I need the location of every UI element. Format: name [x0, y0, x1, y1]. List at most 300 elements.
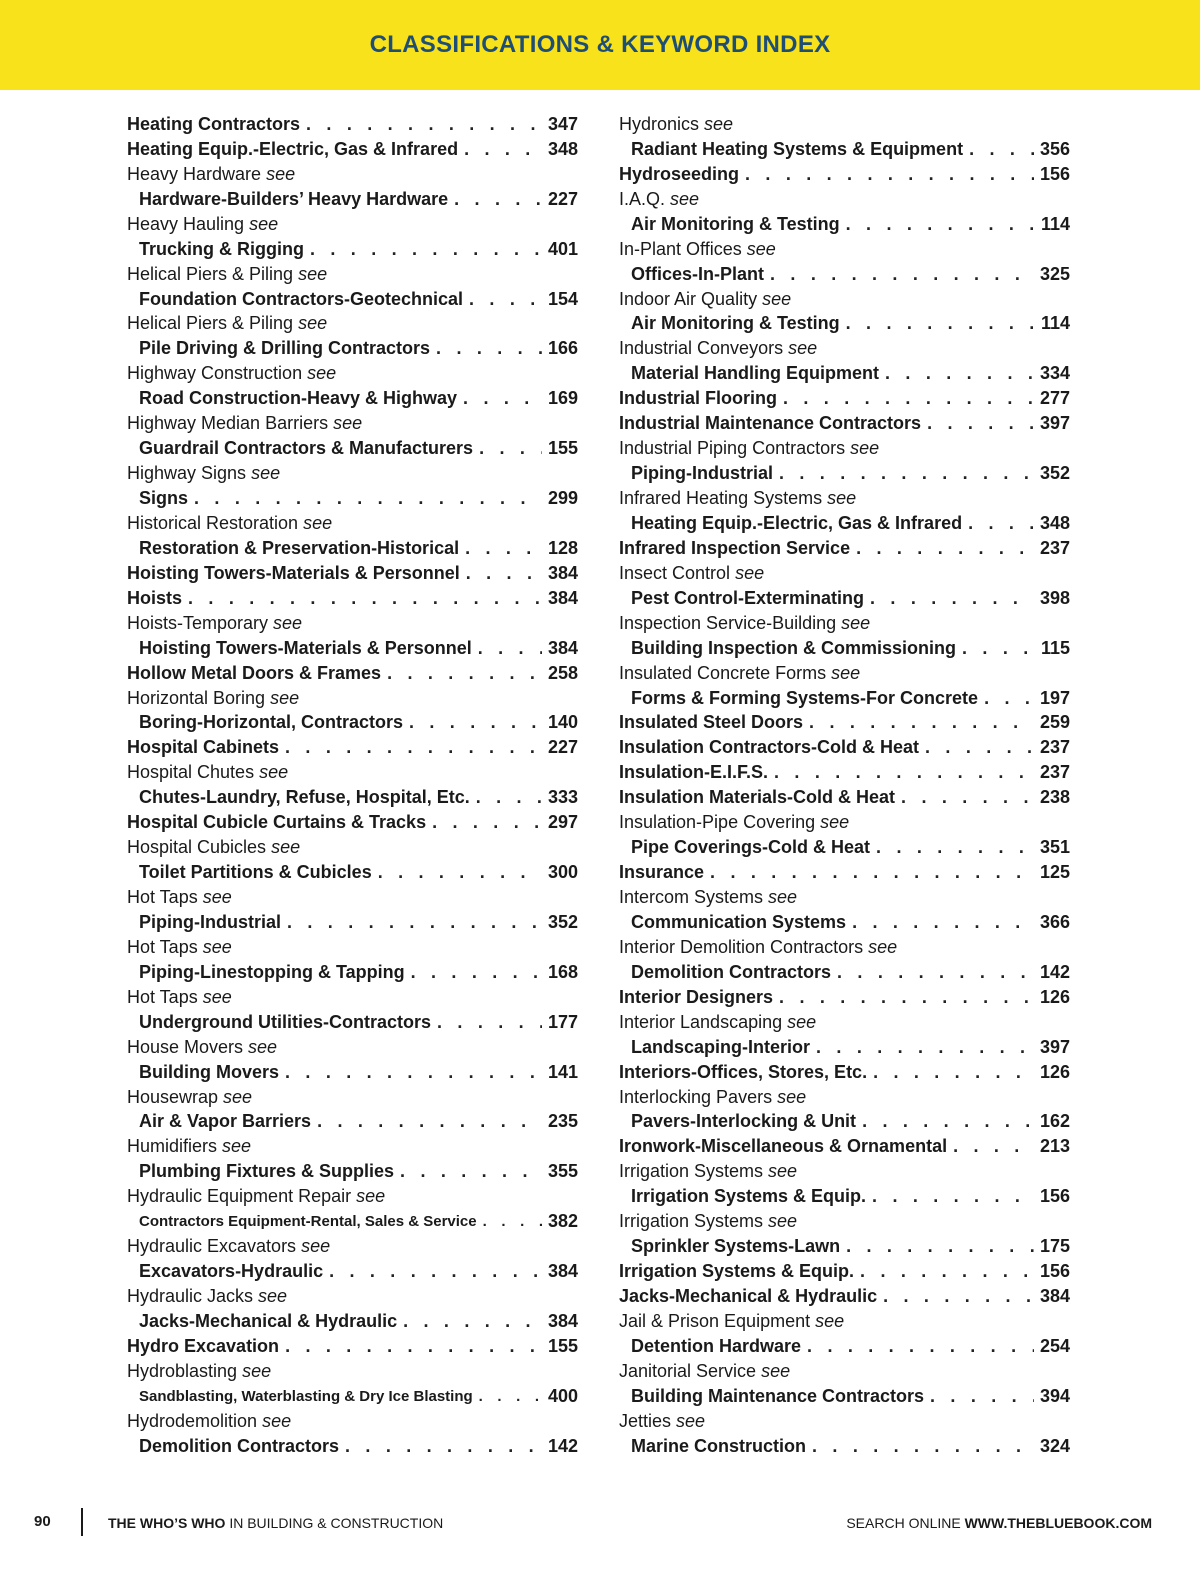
- crossref-term: Highway Construction: [127, 363, 303, 384]
- see-label: see: [271, 837, 301, 858]
- crossref-term: Hydronics: [619, 113, 700, 134]
- index-subentry[interactable]: [127, 187, 578, 212]
- crossref-term: House Movers: [127, 1036, 244, 1057]
- page-title: CLASSIFICATIONS & KEYWORD INDEX: [369, 31, 831, 58]
- index-entry[interactable]: [619, 735, 1070, 760]
- see-label: see: [266, 163, 296, 184]
- index-subentry[interactable]: [127, 287, 578, 312]
- crossref-term: Helical Piers & Piling: [127, 263, 294, 284]
- index-subentry[interactable]: [127, 711, 578, 736]
- see-label: see: [868, 936, 898, 957]
- header-banner: [0, 0, 1200, 90]
- index-crossref: [619, 112, 1070, 137]
- index-entry[interactable]: [619, 386, 1070, 411]
- entry-title: Irrigation Systems & Equip.: [619, 1261, 855, 1282]
- index-subentry[interactable]: [127, 636, 578, 661]
- entry-page-number: 398: [1039, 587, 1070, 608]
- entry-page-number: 401: [547, 238, 578, 259]
- index-crossref: [127, 1134, 578, 1159]
- entry-title: Demolition Contractors: [631, 961, 832, 982]
- entry-title: Infrared Inspection Service: [619, 537, 851, 558]
- crossref-term: Intercom Systems: [619, 887, 764, 908]
- entry-title: Interior Designers: [619, 986, 774, 1007]
- crossref-term: Interlocking Pavers: [619, 1086, 773, 1107]
- entry-title: Guardrail Contractors & Manufacturers: [139, 438, 474, 459]
- entry-title: Hospital Cabinets: [127, 737, 280, 758]
- entry-title: Material Handling Equipment: [631, 363, 880, 384]
- see-label: see: [356, 1186, 386, 1207]
- crossref-term: Hoists-Temporary: [127, 612, 269, 633]
- dot-leader: [876, 837, 1034, 858]
- entry-page-number: 254: [1039, 1335, 1070, 1356]
- entry-page-number: 115: [1040, 637, 1070, 658]
- index-subentry[interactable]: [619, 686, 1070, 711]
- dot-leader: [872, 1186, 1034, 1207]
- index-subentry[interactable]: [127, 1110, 578, 1135]
- entry-page-number: 384: [547, 1310, 578, 1331]
- index-crossref: [127, 511, 578, 536]
- index-subentry[interactable]: [619, 461, 1070, 486]
- index-entry[interactable]: [619, 1060, 1070, 1085]
- dot-leader: [852, 912, 1034, 933]
- entry-title: Sprinkler Systems-Lawn: [631, 1236, 841, 1257]
- footer-divider: [81, 1508, 83, 1536]
- index-entry[interactable]: [619, 411, 1070, 436]
- index-entry[interactable]: [619, 536, 1070, 561]
- dot-leader: [188, 588, 542, 609]
- crossref-term: Hydraulic Jacks: [127, 1286, 254, 1307]
- entry-page-number: 114: [1040, 213, 1070, 234]
- dot-leader: [411, 962, 542, 983]
- crossref-term: Industrial Piping Contractors: [619, 438, 846, 459]
- see-label: see: [746, 238, 776, 259]
- see-label: see: [270, 687, 300, 708]
- crossref-term: Hot Taps: [127, 936, 198, 957]
- entry-title: Piping-Industrial: [631, 463, 773, 484]
- entry-page-number: 366: [1039, 911, 1070, 932]
- index-entry[interactable]: [127, 137, 578, 162]
- dot-leader: [483, 1213, 542, 1230]
- entry-title: Hoisting Towers-Materials & Personnel: [127, 562, 460, 583]
- index-column-left: [127, 112, 578, 1459]
- index-subentry[interactable]: [619, 910, 1070, 935]
- entry-title: Communication Systems: [631, 911, 847, 932]
- entry-page-number: 394: [1039, 1385, 1070, 1406]
- index-entry[interactable]: [619, 1259, 1070, 1284]
- dot-leader: [873, 1062, 1034, 1083]
- entry-page-number: 126: [1039, 1061, 1070, 1082]
- crossref-term: Irrigation Systems: [619, 1211, 764, 1232]
- index-crossref: [127, 212, 578, 237]
- entry-page-number: 155: [547, 438, 578, 459]
- index-subentry[interactable]: [127, 536, 578, 561]
- index-subentry[interactable]: [127, 486, 578, 511]
- index-crossref: [619, 287, 1070, 312]
- see-label: see: [827, 488, 857, 509]
- entry-page-number: 325: [1039, 263, 1070, 284]
- index-subentry[interactable]: [127, 1384, 578, 1409]
- index-entry[interactable]: [619, 985, 1070, 1010]
- dot-leader: [927, 413, 1034, 434]
- entry-page-number: 384: [1039, 1286, 1070, 1307]
- crossref-term: Infrared Heating Systems: [619, 488, 823, 509]
- see-label: see: [249, 213, 279, 234]
- entry-title: Foundation Contractors-Geotechnical: [139, 288, 464, 309]
- entry-page-number: 175: [1039, 1236, 1070, 1257]
- index-subentry[interactable]: [619, 960, 1070, 985]
- index-crossref: [619, 1209, 1070, 1234]
- index-crossref: [127, 1035, 578, 1060]
- crossref-term: Housewrap: [127, 1086, 219, 1107]
- entry-page-number: 355: [547, 1161, 578, 1182]
- entry-page-number: 334: [1039, 363, 1070, 384]
- dot-leader: [930, 1386, 1034, 1407]
- index-subentry[interactable]: [127, 1010, 578, 1035]
- see-label: see: [298, 313, 328, 334]
- entry-title: Forms & Forming Systems-For Concrete: [631, 687, 979, 708]
- index-subentry[interactable]: [619, 1434, 1070, 1459]
- dot-leader: [846, 313, 1035, 334]
- index-crossref: [127, 1085, 578, 1110]
- entry-title: Hollow Metal Doors & Frames: [127, 662, 382, 683]
- index-subentry[interactable]: [619, 1234, 1070, 1259]
- dot-leader: [285, 737, 542, 758]
- entry-title: Air Monitoring & Testing: [631, 213, 840, 234]
- entry-title: Hydroseeding: [619, 163, 740, 184]
- entry-page-number: 235: [547, 1111, 578, 1132]
- crossref-term: I.A.Q.: [619, 188, 666, 209]
- index-crossref: [127, 935, 578, 960]
- entry-page-number: 348: [1039, 512, 1070, 533]
- index-crossref: [619, 661, 1070, 686]
- entry-page-number: 154: [547, 288, 578, 309]
- index-subentry[interactable]: [127, 1259, 578, 1284]
- index-subentry[interactable]: [619, 1184, 1070, 1209]
- crossref-term: Jail & Prison Equipment: [619, 1310, 811, 1331]
- entry-title: Marine Construction: [631, 1435, 807, 1456]
- index-entry[interactable]: [127, 661, 578, 686]
- dot-leader: [862, 1111, 1034, 1132]
- crossref-term: Interior Landscaping: [619, 1011, 783, 1032]
- dot-leader: [774, 762, 1034, 783]
- dot-leader: [846, 214, 1035, 235]
- entry-title: Detention Hardware: [631, 1335, 802, 1356]
- entry-title: Demolition Contractors: [139, 1435, 340, 1456]
- index-entry[interactable]: [619, 162, 1070, 187]
- see-label: see: [815, 1310, 845, 1331]
- entry-title: Heating Contractors: [127, 113, 301, 134]
- publication-name-rest: IN BUILDING & CONSTRUCTION: [225, 1515, 444, 1531]
- index-crossref: [127, 262, 578, 287]
- dot-leader: [837, 962, 1034, 983]
- index-subentry[interactable]: [619, 1035, 1070, 1060]
- entry-page-number: 142: [1039, 961, 1070, 982]
- index-entry[interactable]: [619, 711, 1070, 736]
- index-entry[interactable]: [127, 561, 578, 586]
- entry-title: Hoisting Towers-Materials & Personnel: [139, 637, 472, 658]
- entry-title: Ironwork-Miscellaneous & Ornamental: [619, 1136, 948, 1157]
- entry-page-number: 297: [547, 812, 578, 833]
- dot-leader: [432, 812, 542, 833]
- index-entry[interactable]: [127, 735, 578, 760]
- index-subentry[interactable]: [127, 1434, 578, 1459]
- index-column-right: [619, 112, 1070, 1459]
- see-label: see: [303, 512, 333, 533]
- dot-leader: [306, 114, 542, 135]
- index-entry[interactable]: [619, 785, 1070, 810]
- index-subentry[interactable]: [127, 910, 578, 935]
- dot-leader: [403, 1311, 542, 1332]
- index-subentry[interactable]: [619, 212, 1070, 237]
- index-crossref: [619, 1359, 1070, 1384]
- crossref-term: Heavy Hauling: [127, 213, 245, 234]
- crossref-term: Industrial Conveyors: [619, 338, 784, 359]
- see-label: see: [841, 612, 871, 633]
- index-subentry[interactable]: [619, 1334, 1070, 1359]
- dot-leader: [962, 638, 1035, 659]
- search-online: [846, 1515, 1152, 1531]
- index-crossref: [619, 1159, 1070, 1184]
- index-subentry[interactable]: [127, 860, 578, 885]
- index-crossref: [619, 611, 1070, 636]
- entry-title: Heating Equip.-Electric, Gas & Infrared: [631, 512, 963, 533]
- entry-page-number: 333: [547, 787, 578, 808]
- crossref-term: Highway Signs: [127, 463, 247, 484]
- see-label: see: [202, 887, 232, 908]
- entry-page-number: 356: [1039, 138, 1070, 159]
- index-subentry[interactable]: [127, 436, 578, 461]
- dot-leader: [870, 588, 1034, 609]
- entry-page-number: 140: [547, 712, 578, 733]
- entry-title: Air Monitoring & Testing: [631, 313, 840, 334]
- see-label: see: [777, 1086, 807, 1107]
- dot-leader: [387, 663, 542, 684]
- index-crossref: [619, 561, 1070, 586]
- entry-page-number: 348: [547, 138, 578, 159]
- see-label: see: [202, 936, 232, 957]
- entry-title: Signs: [139, 488, 189, 509]
- index-subentry[interactable]: [619, 262, 1070, 287]
- dot-leader: [901, 787, 1034, 808]
- entry-title: Toilet Partitions & Cubicles: [139, 862, 372, 883]
- dot-leader: [454, 189, 542, 210]
- crossref-term: Helical Piers & Piling: [127, 313, 294, 334]
- search-label: SEARCH ONLINE: [846, 1515, 965, 1531]
- index-subentry[interactable]: [619, 636, 1070, 661]
- index-subentry[interactable]: [127, 336, 578, 361]
- entry-page-number: 177: [547, 1011, 578, 1032]
- dot-leader: [710, 862, 1034, 883]
- entry-page-number: 384: [547, 562, 578, 583]
- entry-page-number: 166: [547, 338, 578, 359]
- crossref-term: Indoor Air Quality: [619, 288, 758, 309]
- crossref-term: Hot Taps: [127, 986, 198, 1007]
- index-crossref: [127, 1234, 578, 1259]
- index-crossref: [127, 1284, 578, 1309]
- index-subentry[interactable]: [127, 1159, 578, 1184]
- see-label: see: [307, 363, 337, 384]
- index-crossref: [619, 237, 1070, 262]
- entry-title: Hoists: [127, 587, 183, 608]
- dot-leader: [816, 1037, 1034, 1058]
- see-label: see: [670, 188, 700, 209]
- entry-page-number: 155: [547, 1335, 578, 1356]
- index-crossref: [127, 312, 578, 337]
- index-crossref: [127, 411, 578, 436]
- dot-leader: [812, 1436, 1034, 1457]
- entry-page-number: 125: [1039, 862, 1070, 883]
- entry-page-number: 299: [547, 488, 578, 509]
- index-entry[interactable]: [127, 586, 578, 611]
- dot-leader: [400, 1161, 542, 1182]
- index-entry[interactable]: [127, 810, 578, 835]
- index-subentry[interactable]: [127, 1309, 578, 1334]
- dot-leader: [807, 1336, 1034, 1357]
- see-label: see: [202, 986, 232, 1007]
- index-crossref: [127, 461, 578, 486]
- index-crossref: [619, 187, 1070, 212]
- entry-page-number: 237: [1039, 537, 1070, 558]
- dot-leader: [345, 1436, 542, 1457]
- index-crossref: [619, 1309, 1070, 1334]
- index-crossref: [127, 760, 578, 785]
- see-label: see: [242, 1360, 272, 1381]
- index-entry[interactable]: [127, 1334, 578, 1359]
- entry-page-number: 300: [547, 862, 578, 883]
- crossref-term: Interior Demolition Contractors: [619, 936, 864, 957]
- dot-leader: [856, 538, 1034, 559]
- index-subentry[interactable]: [127, 386, 578, 411]
- entry-title: Irrigation Systems & Equip.: [631, 1186, 867, 1207]
- dot-leader: [745, 164, 1034, 185]
- see-label: see: [262, 1410, 292, 1431]
- index-subentry[interactable]: [619, 361, 1070, 386]
- entry-page-number: 277: [1039, 388, 1070, 409]
- index-entry[interactable]: [619, 760, 1070, 785]
- index-subentry[interactable]: [619, 137, 1070, 162]
- see-label: see: [831, 662, 861, 683]
- see-label: see: [301, 1236, 331, 1257]
- entry-page-number: 384: [547, 587, 578, 608]
- dot-leader: [476, 787, 542, 808]
- entry-title: Industrial Maintenance Contractors: [619, 413, 922, 434]
- entry-title: Offices-In-Plant: [631, 263, 765, 284]
- dot-leader: [885, 363, 1034, 384]
- entry-page-number: 382: [547, 1211, 578, 1232]
- dot-leader: [478, 638, 542, 659]
- see-label: see: [762, 288, 792, 309]
- dot-leader: [378, 862, 542, 883]
- entry-title: Sandblasting, Waterblasting & Dry Ice Blasting: [139, 1387, 473, 1405]
- index-subentry[interactable]: [619, 586, 1070, 611]
- crossref-term: Hydraulic Excavators: [127, 1236, 297, 1257]
- index-subentry[interactable]: [619, 312, 1070, 337]
- crossref-term: Insulated Concrete Forms: [619, 662, 827, 683]
- entry-page-number: 162: [1039, 1111, 1070, 1132]
- entry-page-number: 169: [547, 388, 578, 409]
- see-label: see: [787, 1011, 817, 1032]
- crossref-term: Hydraulic Equipment Repair: [127, 1186, 352, 1207]
- dot-leader: [783, 388, 1034, 409]
- crossref-term: Insulation-Pipe Covering: [619, 812, 816, 833]
- dot-leader: [846, 1236, 1034, 1257]
- index-subentry[interactable]: [619, 835, 1070, 860]
- entry-page-number: 227: [547, 188, 578, 209]
- entry-title: Pest Control-Exterminating: [631, 587, 865, 608]
- dot-leader: [469, 289, 542, 310]
- index-entry[interactable]: [619, 860, 1070, 885]
- crossref-term: Hot Taps: [127, 887, 198, 908]
- entry-title: Jacks-Mechanical & Hydraulic: [619, 1286, 878, 1307]
- entry-title: Contractors Equipment-Rental, Sales & Service: [139, 1213, 477, 1231]
- dot-leader: [287, 912, 542, 933]
- entry-title: Building Maintenance Contractors: [631, 1385, 925, 1406]
- entry-title: Road Construction-Heavy & Highway: [139, 388, 458, 409]
- index-crossref: [619, 1409, 1070, 1434]
- index-subentry[interactable]: [127, 1209, 578, 1234]
- see-label: see: [333, 413, 363, 434]
- entry-title: Hydro Excavation: [127, 1335, 280, 1356]
- dot-leader: [409, 712, 542, 733]
- index-subentry[interactable]: [127, 1060, 578, 1085]
- entry-page-number: 347: [547, 113, 578, 134]
- index-subentry[interactable]: [127, 785, 578, 810]
- dot-leader: [464, 139, 542, 160]
- dot-leader: [437, 1012, 542, 1033]
- index-entry[interactable]: [619, 1284, 1070, 1309]
- index-subentry[interactable]: [127, 960, 578, 985]
- see-label: see: [223, 1086, 253, 1107]
- index-subentry[interactable]: [619, 1110, 1070, 1135]
- crossref-term: Horizontal Boring: [127, 687, 266, 708]
- index-crossref: [619, 935, 1070, 960]
- crossref-term: Hospital Chutes: [127, 762, 255, 783]
- entry-title: Pile Driving & Drilling Contractors: [139, 338, 431, 359]
- crossref-term: Hospital Cubicles: [127, 837, 267, 858]
- entry-page-number: 142: [547, 1435, 578, 1456]
- entry-title: Piping-Industrial: [139, 911, 281, 932]
- dot-leader: [770, 264, 1034, 285]
- dot-leader: [329, 1261, 542, 1282]
- entry-title: Building Inspection & Commissioning: [631, 637, 957, 658]
- publication-name-bold: THE WHO’S WHO: [108, 1515, 226, 1531]
- dot-leader: [285, 1336, 542, 1357]
- entry-page-number: 156: [1039, 163, 1070, 184]
- entry-title: Air & Vapor Barriers: [139, 1111, 312, 1132]
- publication-name: [108, 1515, 443, 1531]
- entry-page-number: 352: [1039, 463, 1070, 484]
- entry-page-number: 141: [547, 1061, 578, 1082]
- website-link[interactable]: WWW.THEBLUEBOOK.COM: [964, 1515, 1152, 1531]
- entry-title: Insulated Steel Doors: [619, 712, 804, 733]
- index-subentry[interactable]: [619, 1384, 1070, 1409]
- see-label: see: [850, 438, 880, 459]
- index-subentry[interactable]: [619, 511, 1070, 536]
- index-crossref: [127, 885, 578, 910]
- dot-leader: [809, 712, 1034, 733]
- entry-title: Boring-Horizontal, Contractors: [139, 712, 403, 733]
- see-label: see: [298, 263, 328, 284]
- see-label: see: [788, 338, 818, 359]
- index-subentry[interactable]: [127, 237, 578, 262]
- entry-title: Insulation Materials-Cold & Heat: [619, 787, 896, 808]
- entry-page-number: 259: [1039, 712, 1070, 733]
- index-entry[interactable]: [127, 112, 578, 137]
- entry-title: Insulation Contractors-Cold & Heat: [619, 737, 920, 758]
- dot-leader: [779, 987, 1034, 1008]
- index-crossref: [127, 162, 578, 187]
- index-entry[interactable]: [619, 1134, 1070, 1159]
